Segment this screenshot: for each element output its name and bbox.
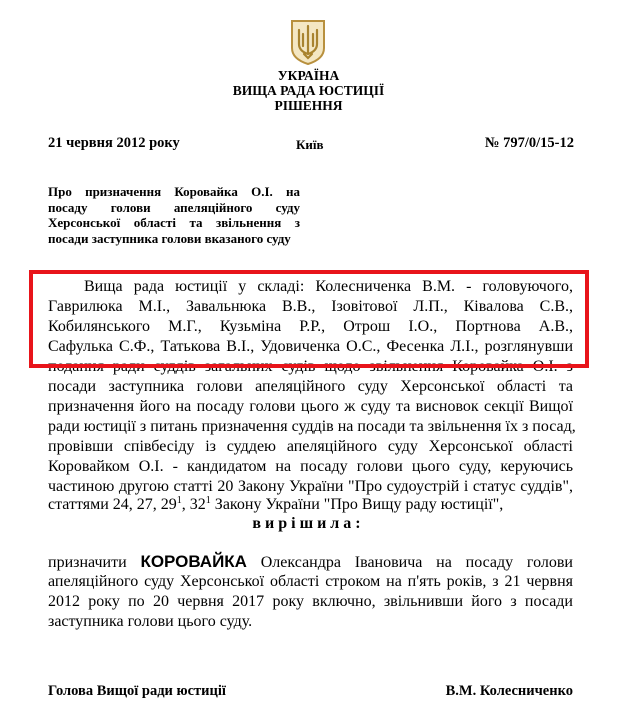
- body-line: Гаврилюка М.І., Завальнюка В.В., Ізовітової Л.П., Ківалова С.В.,: [48, 298, 573, 315]
- decision-line: заступника голови цього суду.: [48, 613, 253, 630]
- body-line: призначення його на посаду голови цього ж суду та висновок секції Вищої: [48, 398, 573, 415]
- body-line: подання ради суддів загальних судів щодо звільнення Коровайка О.І. з: [48, 358, 573, 375]
- appointee-name: КОРОВАЙКА: [140, 552, 247, 571]
- superscript: 1: [205, 495, 211, 506]
- country-title: УКРАЇНА: [277, 68, 340, 83]
- law-articles-text: , 32: [181, 496, 206, 513]
- decision-text: призначити: [48, 554, 141, 571]
- signatory-name: В.М. Колесниченко: [445, 683, 573, 699]
- decision-city: Київ: [296, 137, 324, 152]
- law-name-text: Закону України "Про Вищу раду юстиції",: [210, 496, 504, 513]
- body-line: Сафулька С.Ф., Татькова В.І., Удовиченка О.С., Фесенка Л.І., розглянувши: [48, 338, 573, 355]
- body-line: Вища рада юстиції у складі: Колесниченка В.М. - головуючого,: [84, 278, 573, 295]
- document-type-title: РІШЕННЯ: [274, 98, 343, 113]
- decision-date: 21 червня 2012 року: [48, 135, 180, 151]
- body-line: частиною другою статті 20 Закону України "Про судоустрій і статус суддів",: [48, 478, 573, 495]
- body-line: Кобилянського М.Г., Кузьміна Р.Р., Отрош І.О., Портнова А.В.,: [48, 318, 573, 335]
- council-title: ВИЩА РАДА ЮСТИЦІЇ: [232, 83, 385, 98]
- decided-heading: вирішила:: [252, 515, 365, 532]
- decision-text: Олександра Івановича на посаду голови: [246, 554, 573, 571]
- body-line: ради юстиції з питань призначення суддів на посади та звільнення їх з посад,: [48, 418, 576, 435]
- highlight-box: [29, 270, 589, 368]
- body-line-last: [48, 496, 573, 514]
- decision-line: [48, 553, 573, 572]
- law-articles-text: статтями 24, 27, 29: [48, 496, 177, 513]
- body-line: Коровайком О.І. - кандидатом на посаду голови цього суду, керуючись: [48, 458, 573, 475]
- body-line: провівши співбесіду із суддею апеляційного суду Херсонської області: [48, 438, 573, 455]
- decision-line: апеляційного суду Херсонської області строком на п'ять років, з 21 червня: [48, 573, 573, 590]
- body-line: посади заступника голови апеляційного суду Херсонської області та: [48, 378, 573, 395]
- decision-line: 2012 року по 20 червня 2017 року включно, звільнивши його з посади: [48, 593, 573, 610]
- decision-subject: Про призначення Коровайка О.І. на посаду голови апеляційного суду Херсонської області та звільнення з посади заступника голови вказаного суду: [48, 184, 300, 246]
- signatory-position: Голова Вищої ради юстиції: [48, 683, 226, 699]
- decision-number: № 797/0/15-12: [484, 135, 574, 151]
- tryzub-coat-of-arms-icon: [289, 18, 327, 66]
- superscript: 1: [176, 495, 182, 506]
